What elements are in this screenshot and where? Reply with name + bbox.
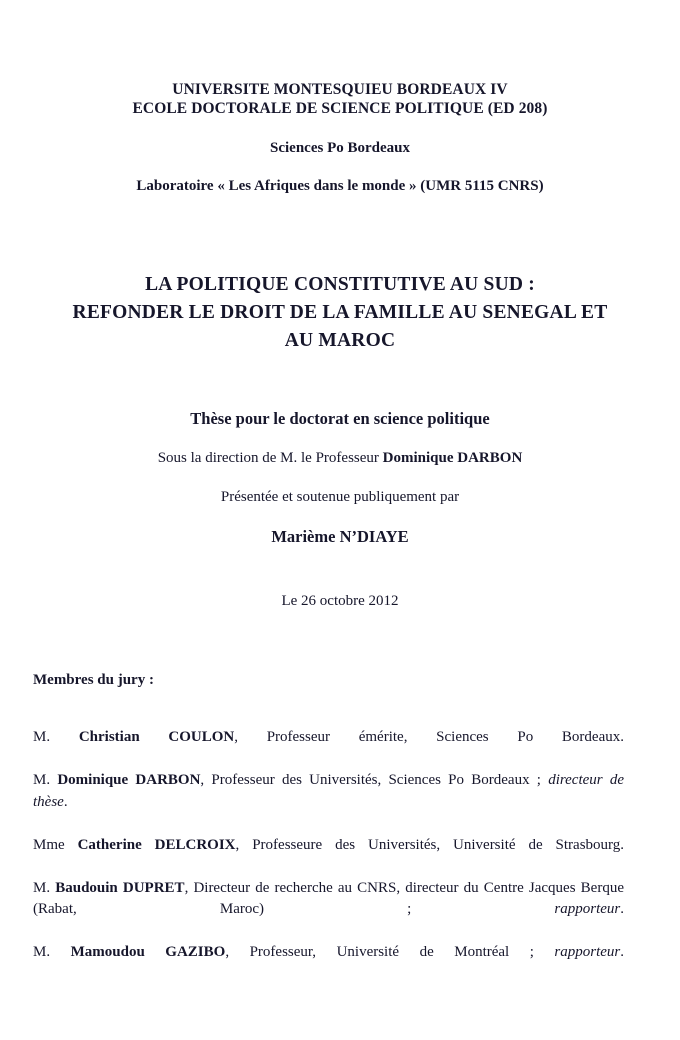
jury-member-role: directeur de thèse [33,772,625,810]
jury-member-name: Catherine DELCROIX [77,836,236,853]
laboratory-name: Laboratoire « Les Afriques dans le monde » (UMR 5115 CNRS) [136,178,544,194]
jury-member-civility: M. [33,944,71,960]
defense-date: Le 26 octobre 2012 [281,593,399,609]
jury-member [33,727,624,770]
supervision-statement [0,449,680,467]
title-line-2: REFONDER LE DROIT DE LA FAMILLE AU SENEGAL ET [72,302,608,323]
jury-member [33,770,624,835]
school-name: Sciences Po Bordeaux [270,140,410,156]
jury-member-details: , Professeur, Université de Montréal ; [225,944,555,960]
jury-member-civility: M. [33,772,58,788]
thesis-title [0,271,680,355]
jury-member-role-trailing: . [63,793,68,810]
jury-member-role-trailing: . [620,944,625,960]
jury-member-name: Baudouin DUPRET [55,879,185,896]
institution-header [0,80,680,118]
jury-member-civility: Mme [33,836,78,853]
title-line-3: AU MAROC [284,330,396,351]
jury-heading: Membres du jury : [33,672,154,688]
author-name: Marième N’DIAYE [271,526,409,546]
jury-member-details: , Professeur émérite, Sciences Po Bordeaux. [234,729,624,745]
jury-member-details: , Professeure des Universités, Université de Strasbourg. [235,836,625,853]
jury-members-list [33,727,624,985]
university-name: UNIVERSITE MONTESQUIEU BORDEAUX IV [172,81,508,98]
doctoral-school-name: ECOLE DOCTORALE DE SCIENCE POLITIQUE (ED 208) [132,100,548,117]
jury-member-role: rapporteur [554,944,621,960]
jury-member-civility: M. [33,729,79,745]
supervisor-name: Dominique DARBON [382,449,523,466]
jury-member-name: Dominique DARBON [57,772,201,788]
jury-member-details: , Directeur de recherche au CNRS, directeur du Centre Jacques Berque (Rabat, Maroc) ; [33,879,624,917]
supervision-prefix: Sous la direction de M. le Professeur [157,449,383,466]
degree-statement: Thèse pour le doctorat en science politique [190,409,490,428]
affiliation-block [0,139,680,196]
jury-member-role: rapporteur [554,901,621,917]
jury-member-civility: M. [33,879,56,896]
jury-member-details: , Professeur des Universités, Sciences Po Bordeaux ; [200,772,549,788]
jury-member [33,835,624,878]
jury-member [33,942,624,985]
jury-member-role-trailing: . [620,901,624,917]
presentation-statement: Présentée et soutenue publiquement par [220,488,460,505]
thesis-info [0,409,680,547]
jury-member [33,878,624,943]
jury-member-name: Mamoudou GAZIBO [70,944,226,960]
title-line-1: LA POLITIQUE CONSTITUTIVE AU SUD : [145,274,535,295]
jury-member-name: Christian COULON [78,729,235,745]
